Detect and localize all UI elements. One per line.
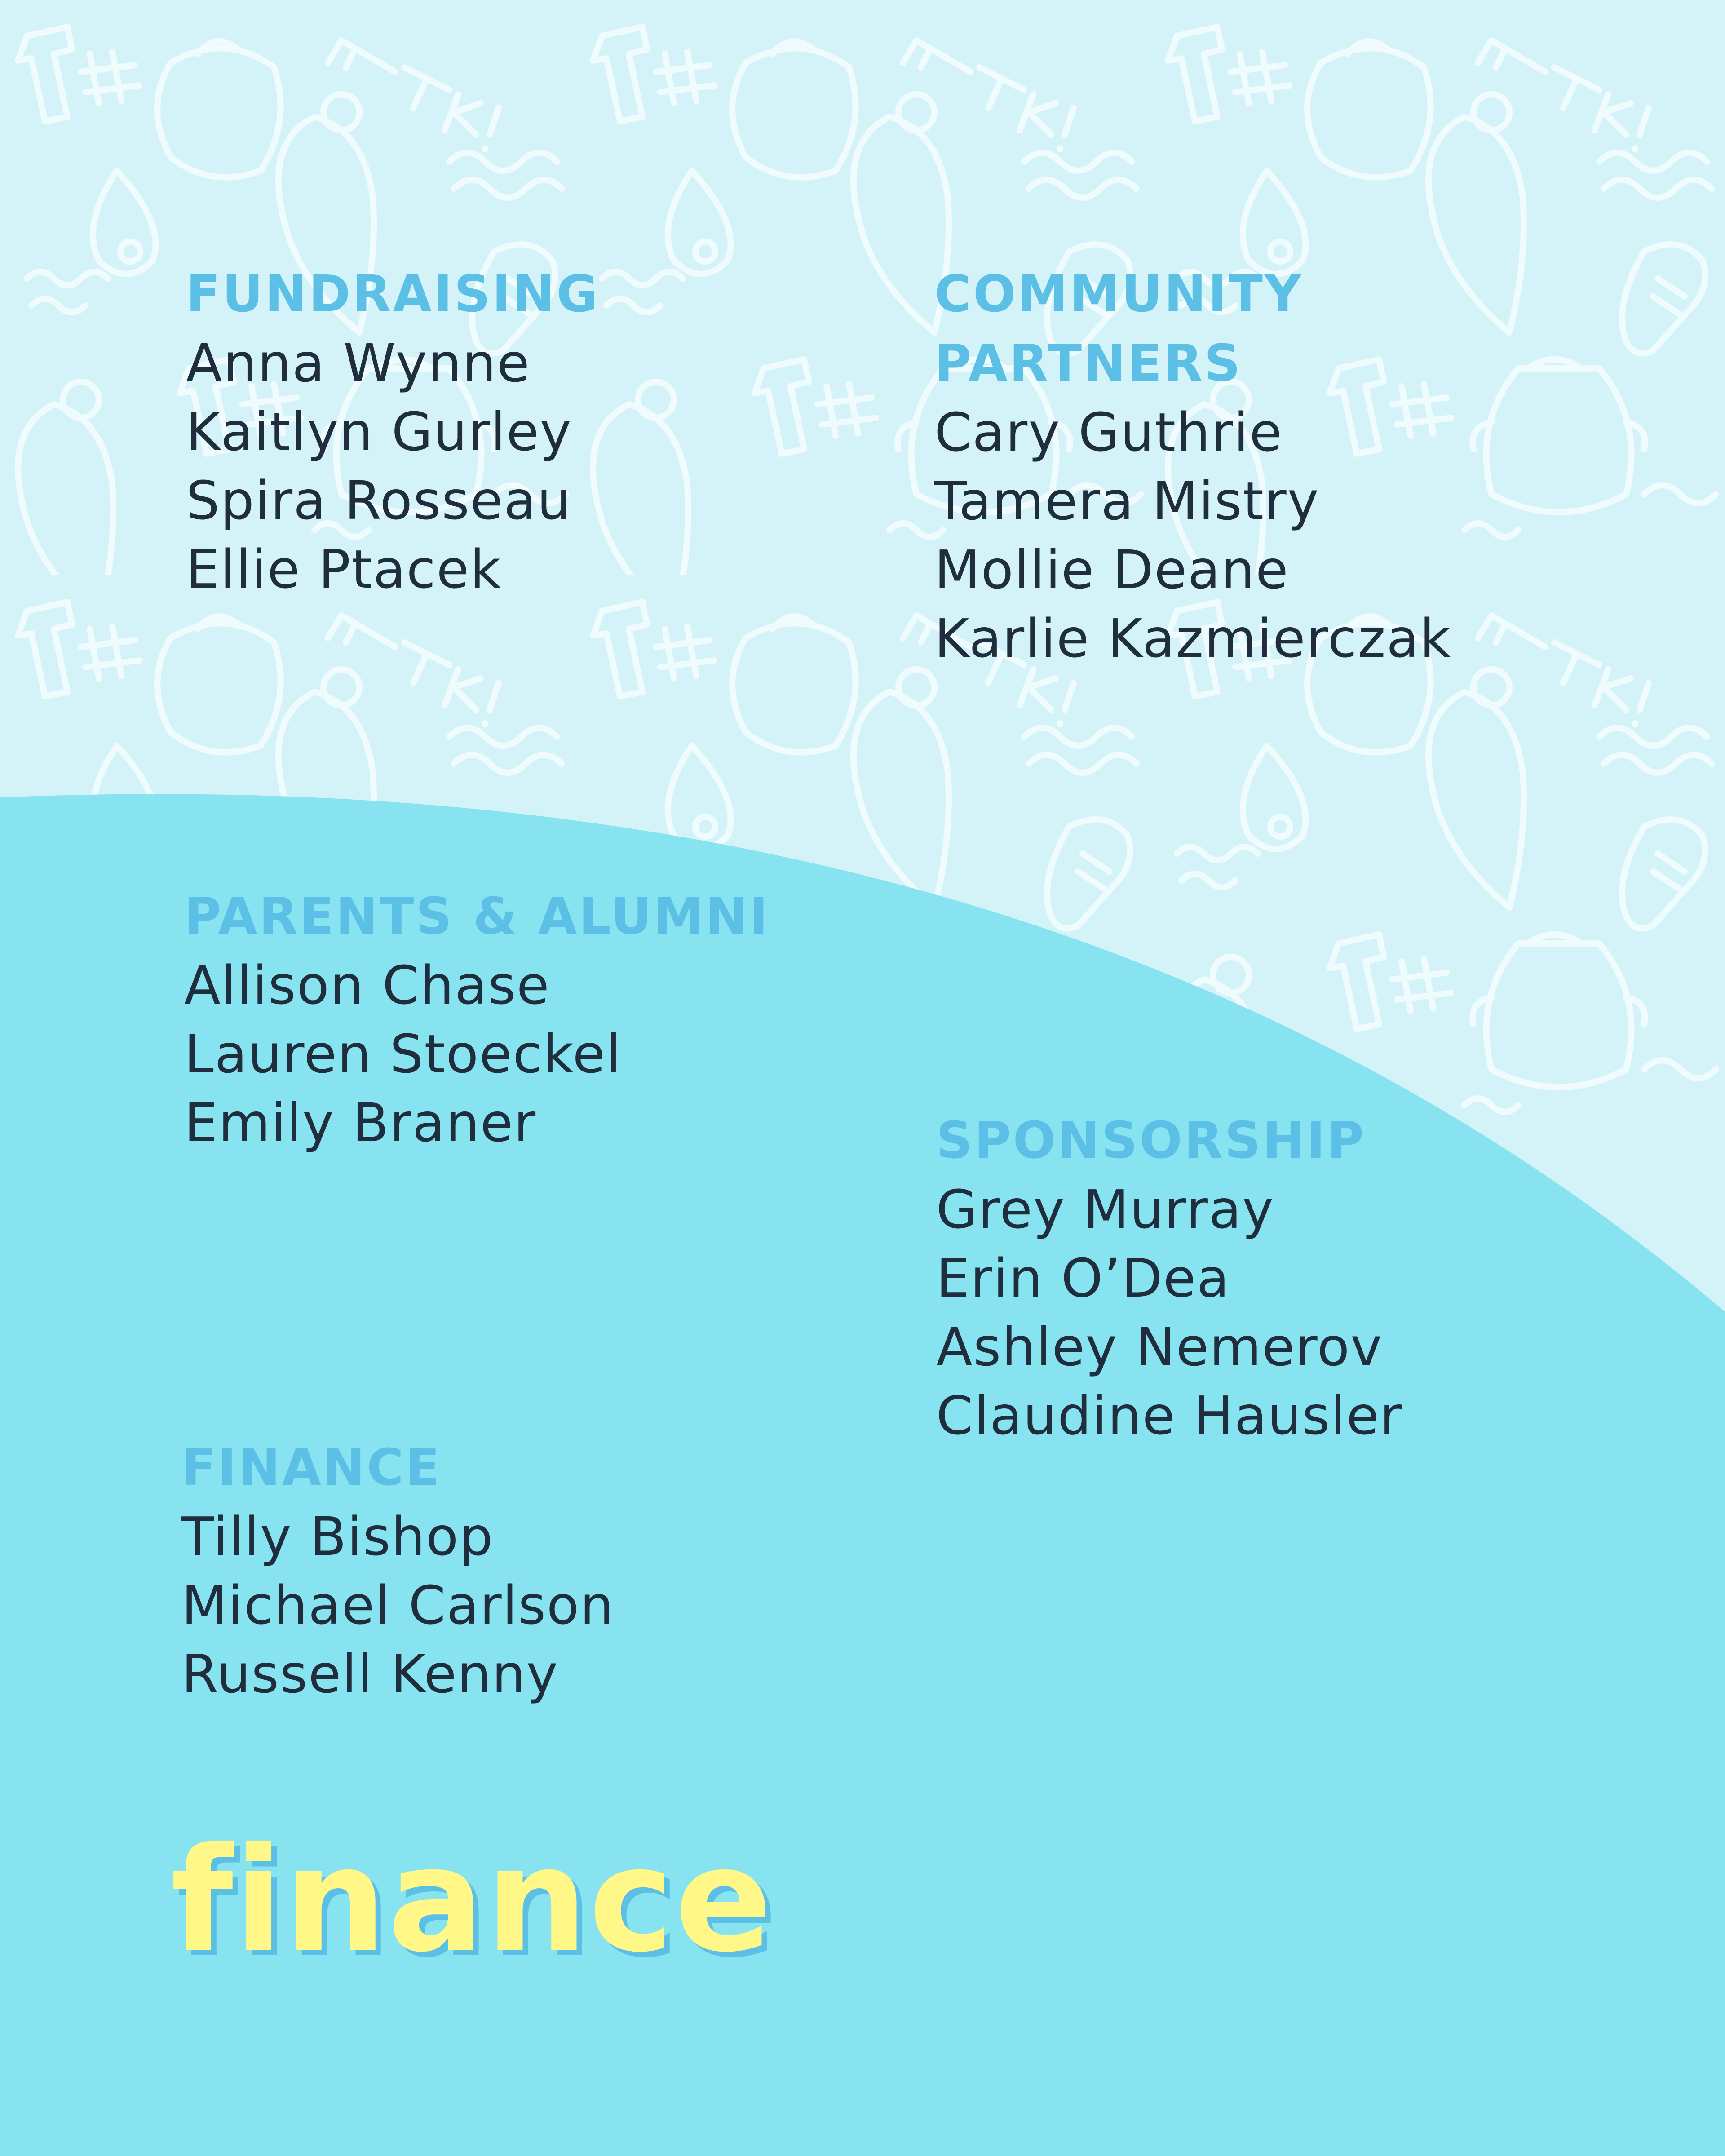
member-name: Tilly Bishop: [181, 1505, 494, 1567]
member-name: Claudine Hausler: [936, 1385, 1403, 1447]
committee-heading-line: COMMUNITY: [934, 265, 1303, 323]
committee-finance: [181, 1433, 923, 1709]
committee-heading-line: PARTNERS: [934, 334, 1243, 393]
finance-logo-wordmark: finance: [171, 1817, 774, 1984]
committee-community-partners: [934, 260, 1676, 673]
member-name: Mollie Deane: [934, 539, 1289, 601]
member-name: Michael Carlson: [181, 1574, 615, 1636]
committee-heading: FUNDRAISING: [186, 265, 600, 323]
member-name: Ashley Nemerov: [936, 1316, 1383, 1378]
member-name: Grey Murray: [936, 1178, 1274, 1240]
committee-parents-alumni: [184, 882, 925, 1157]
member-name: Lauren Stoeckel: [184, 1023, 622, 1085]
member-name: Allison Chase: [184, 954, 550, 1016]
member-name: Russell Kenny: [181, 1643, 559, 1705]
member-name: Kaitlyn Gurley: [186, 401, 572, 463]
committee-heading: [934, 260, 1676, 398]
member-name: Karlie Kazmierczak: [934, 607, 1452, 669]
committee-heading: FINANCE: [181, 1439, 442, 1497]
committee-fundraising: [186, 260, 927, 604]
committee-heading: SPONSORSHIP: [936, 1111, 1366, 1170]
member-name: Tamera Mistry: [934, 470, 1320, 532]
member-name: Cary Guthrie: [934, 401, 1283, 463]
member-name: Ellie Ptacek: [186, 538, 502, 600]
member-name: Spira Rosseau: [186, 469, 572, 531]
member-name: Erin O’Dea: [936, 1247, 1230, 1309]
committee-heading: PARENTS & ALUMNI: [184, 887, 770, 946]
committee-sponsorship: [936, 1106, 1677, 1450]
member-name: Anna Wynne: [186, 332, 531, 394]
member-name: Emily Braner: [184, 1092, 537, 1154]
